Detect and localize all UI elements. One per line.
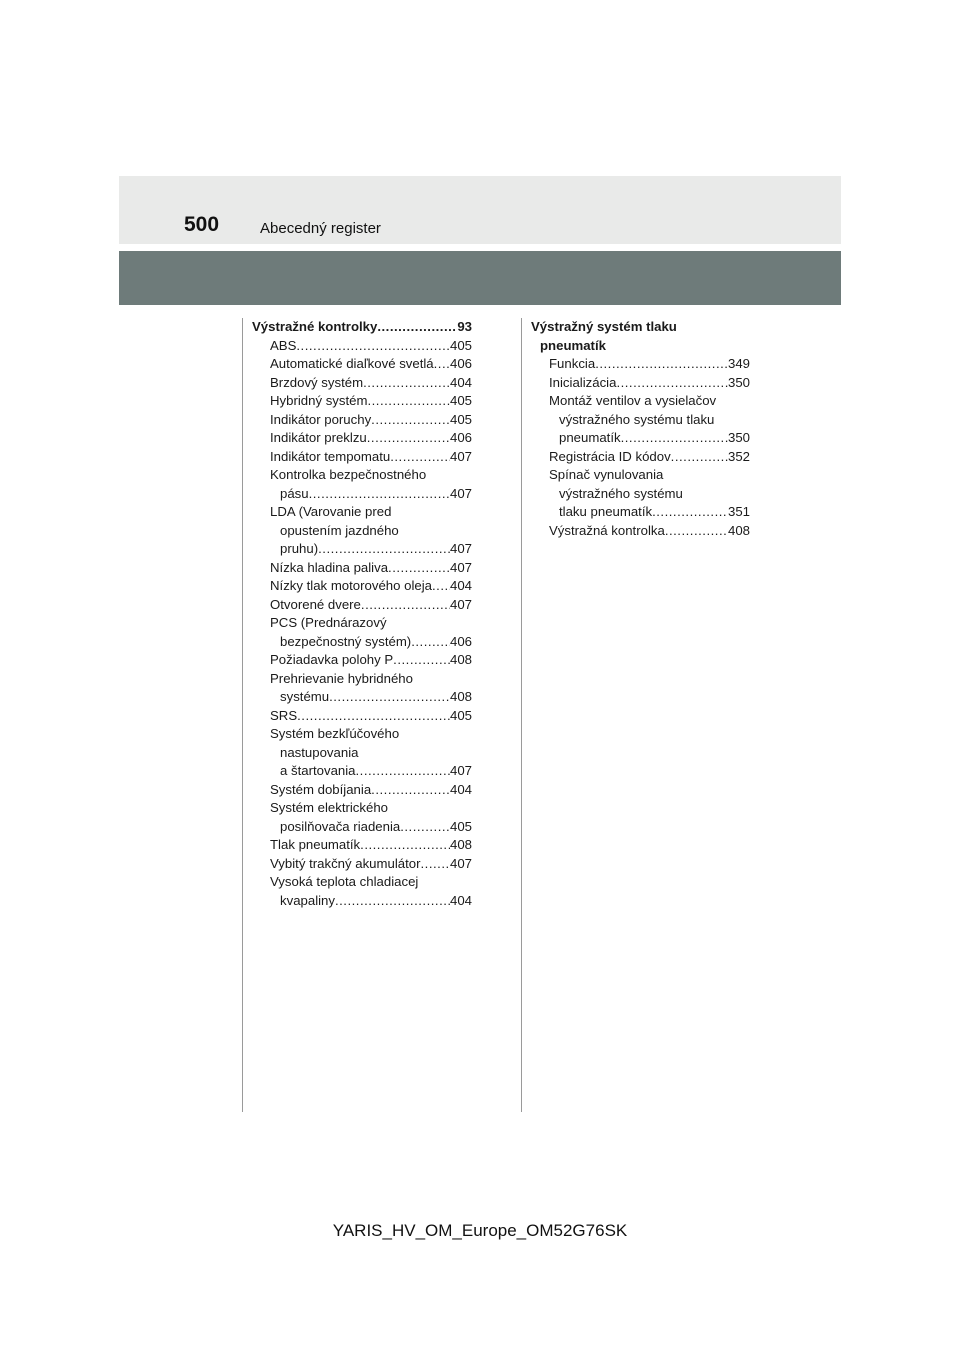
index-entry: Nízky tlak motorového oleja ..... 404 xyxy=(252,577,472,596)
index-entry: Tlak pneumatík ..... 408 xyxy=(252,836,472,855)
header-bar xyxy=(119,251,841,305)
index-entry: Indikátor preklzu ..... 406 xyxy=(252,429,472,448)
index-entry: posilňovača riadenia ..... 405 xyxy=(252,818,472,837)
index-column-right xyxy=(531,318,750,540)
index-entry: ABS ..... 405 xyxy=(252,337,472,356)
index-entry-line: Spínač vynulovania xyxy=(549,467,664,482)
index-entry-line: Vysoká teplota chladiacej xyxy=(270,874,419,889)
index-entry: bezpečnostný systém) ..... 406 xyxy=(252,633,472,652)
index-entry: SRS ..... 405 xyxy=(252,707,472,726)
index-entry-line: Montáž ventilov a vysielačov xyxy=(549,393,717,408)
index-entry: Nízka hladina paliva ..... 407 xyxy=(252,559,472,578)
index-entry: Systém dobíjania ..... 404 xyxy=(252,781,472,800)
index-entry: tlaku pneumatík ..... 351 xyxy=(531,503,750,522)
column-divider-left xyxy=(242,318,243,1112)
index-entry: Registrácia ID kódov ..... 352 xyxy=(531,448,750,467)
index-entry: pruhu) ..... 407 xyxy=(252,540,472,559)
index-entry: pneumatík ..... 350 xyxy=(531,429,750,448)
index-heading: Výstražné kontrolky ..... 93 xyxy=(252,318,472,337)
index-entry-line: LDA (Varovanie pred xyxy=(270,504,392,519)
index-heading: Výstražný systém tlaku xyxy=(531,319,677,334)
index-entry: Automatické diaľkové svetlá ..... 406 xyxy=(252,355,472,374)
index-entry: Funkcia ..... 349 xyxy=(531,355,750,374)
index-entry: Indikátor tempomatu ..... 407 xyxy=(252,448,472,467)
index-column-left xyxy=(252,318,472,910)
index-entry-line: Prehrievanie hybridného xyxy=(270,670,413,686)
index-entry: Požiadavka polohy P ..... 408 xyxy=(252,651,472,670)
section-title: Abecedný register xyxy=(260,220,381,237)
index-entry-line: Systém elektrického xyxy=(270,800,388,815)
index-entry-line: opustením jazdného xyxy=(280,522,399,538)
index-entry: kvapaliny ..... 404 xyxy=(252,892,472,911)
index-entry: Výstražná kontrolka ..... 408 xyxy=(531,522,750,541)
index-entry: a štartovania ..... 407 xyxy=(252,762,472,781)
index-entry: systému ..... 408 xyxy=(252,688,472,707)
index-entry-line: výstražného systému xyxy=(559,485,683,501)
index-entry: pásu ..... 407 xyxy=(252,485,472,504)
index-entry-line: PCS (Prednárazový xyxy=(270,615,387,630)
document-code: YARIS_HV_OM_Europe_OM52G76SK xyxy=(332,1221,628,1240)
index-entry-line: nastupovania xyxy=(280,744,359,760)
index-entry: Indikátor poruchy ..... 405 xyxy=(252,411,472,430)
header-band xyxy=(119,176,841,244)
index-heading: pneumatík xyxy=(540,337,606,353)
index-entry: Inicializácia ..... 350 xyxy=(531,374,750,393)
column-divider-right xyxy=(521,318,522,1112)
page-number: 500 xyxy=(184,213,220,236)
index-entry-line: výstražného systému tlaku xyxy=(559,411,715,427)
index-entry: Otvorené dvere ..... 407 xyxy=(252,596,472,615)
index-entry: Hybridný systém ..... 405 xyxy=(252,392,472,411)
index-entry: Vybitý trakčný akumulátor ..... 407 xyxy=(252,855,472,874)
index-entry-line: Kontrolka bezpečnostného xyxy=(270,467,427,482)
index-entry: Brzdový systém ..... 404 xyxy=(252,374,472,393)
index-entry-line: Systém bezkľúčového xyxy=(270,726,400,741)
